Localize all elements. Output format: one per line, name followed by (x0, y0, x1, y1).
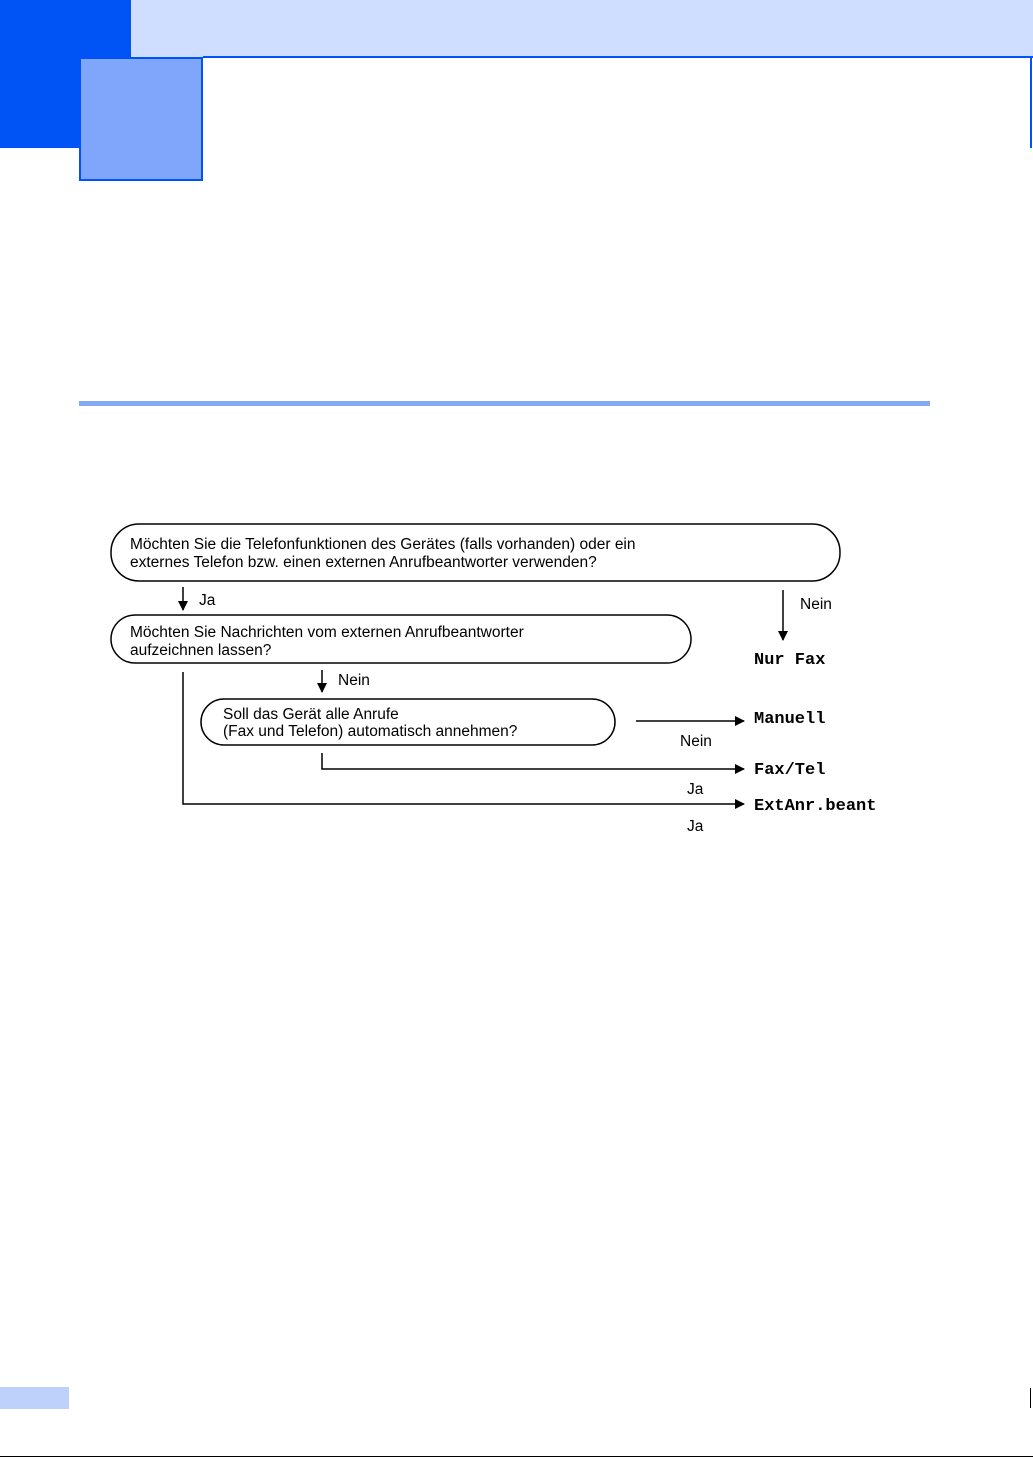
question-2-line-1: Möchten Sie Nachrichten vom externen Anrufbeantworter (130, 624, 524, 641)
question-2-node (111, 615, 691, 663)
result-nur-fax: Nur Fax (754, 651, 826, 670)
question-3-line-2: (Fax und Telefon) automatisch annehmen? (223, 723, 518, 740)
q1-no-label: Nein (800, 596, 832, 613)
q1-yes-label: Ja (199, 592, 216, 609)
footer-rule (0, 1456, 1033, 1457)
result-manuell: Manuell (754, 710, 826, 729)
question-2-line-2: aufzeichnen lassen? (130, 642, 272, 659)
footer-tick (1030, 1388, 1031, 1408)
q2-no-label: Nein (338, 672, 370, 689)
footer-tab (0, 1387, 69, 1409)
q2-yes-label: Ja (687, 818, 704, 835)
result-fax-tel: Fax/Tel (754, 761, 826, 780)
q3-no-label: Nein (680, 733, 712, 750)
q3-yes-label: Ja (687, 781, 704, 798)
q3-yes-arrow (322, 753, 744, 769)
question-1-line-1: Möchten Sie die Telefonfunktionen des Gerätes (falls vorhanden) oder ein (130, 536, 636, 553)
question-1-line-2: externes Telefon bzw. einen externen Anrufbeantworter verwenden? (130, 554, 597, 571)
question-3-line-1: Soll das Gerät alle Anrufe (223, 706, 399, 723)
result-extanr-beant: ExtAnr.beant (754, 797, 877, 816)
question-1-node (111, 524, 840, 581)
question-3-node (201, 699, 615, 745)
